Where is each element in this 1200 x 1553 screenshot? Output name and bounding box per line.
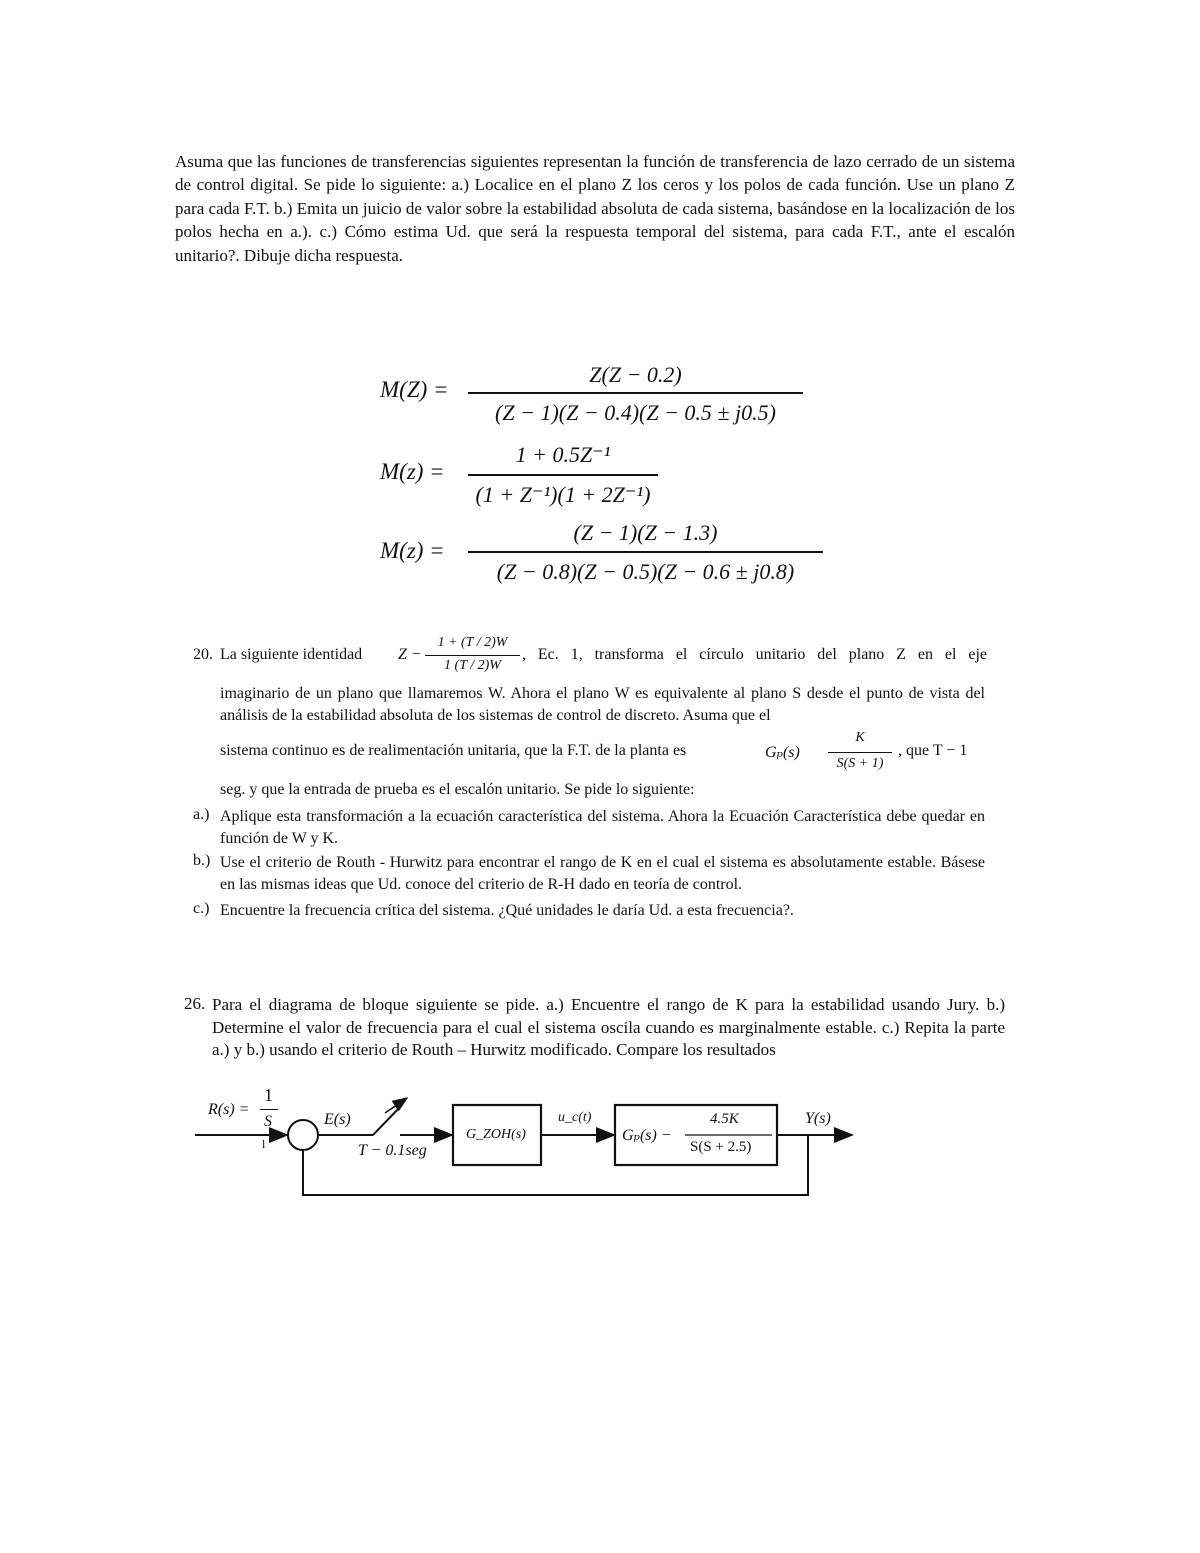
plant-label: Gₚ(s) −: [622, 1127, 672, 1144]
problem-26-text: Para el diagrama de bloque siguiente se pide. a.) Encuentre el rango de K para la estabilidad usando Jury. b.) Determine el valor de frecuencia para el cual el sistema oscila cuando es marginalmente estable. c.) Repita la parte a.) y b.) usando el criterio de Routh – Hurwitz modificado. Compare los resultados: [212, 995, 1005, 1059]
identity-denominator: 1 (T / 2)W: [444, 658, 501, 673]
item-b-label: b.): [193, 852, 211, 869]
item-b-text: Use el criterio de Routh - Hurwitz para encontrar el rango de K en el cual el sistema es absolutamente estable. Básese en las mismas ideas que Ud. conoce del criterio de R-H dado en teoría de control.: [220, 854, 985, 893]
equation-2-denominator: (1 + Z⁻¹)(1 + 2Z⁻¹): [475, 482, 651, 507]
identity-numerator: 1 + (T / 2)W: [437, 635, 508, 650]
input-label: R(s) =: [208, 1101, 250, 1118]
equation-1-lhs: M(Z) =: [380, 377, 449, 402]
input-numerator: 1: [264, 1085, 273, 1105]
item-c-text: Encuentre la frecuencia crítica del sistema. ¿Qué unidades le daría Ud. a esta frecuencia?.: [220, 902, 794, 919]
equation-1-denominator: (Z − 1)(Z − 0.4)(Z − 0.5 ± j0.5): [495, 400, 776, 425]
equation-2: [380, 442, 680, 512]
intro-paragraph: Asuma que las funciones de transferencias siguientes representan la función de transferencia de lazo cerrado de un sistema de control digital. Se pide lo siguiente: a.) Localice en el plano Z los ceros y los polos de cada función. Use un plano Z para cada F.T. b.) Emita un juicio de valor sobre la estabilidad absoluta de cada sistema, basándose en la localización de los polos hecha en a.). c.) Cómo estima Ud. que será la respuesta temporal del sistema, para cada F.T., ante el escalón unitario?. Dibuje dicha respuesta.: [175, 152, 1015, 265]
plant-denominator: S(S + 1): [836, 756, 884, 771]
zoh-label: G_ZOH(s): [466, 1127, 526, 1142]
plant-numerator: K: [855, 730, 865, 745]
identity-fraction-bar: [425, 655, 520, 656]
summing-junction: [288, 1120, 318, 1150]
equation-3: [380, 520, 830, 590]
equation-3-denominator: (Z − 0.8)(Z − 0.5)(Z − 0.6 ± j0.8): [496, 559, 795, 584]
problem-20-lead: La siguiente identidad: [220, 646, 363, 663]
error-label: E(s): [324, 1111, 351, 1128]
input-denominator: S: [264, 1113, 272, 1130]
equation-2-fraction-bar: [468, 474, 658, 476]
equation-3-fraction-bar: [468, 551, 823, 553]
block-diagram-svg: [190, 1085, 870, 1205]
plant-lhs: Gₚ(s): [765, 744, 800, 761]
equation-1-fraction-bar: [468, 392, 803, 394]
equation-3-numerator: (Z − 1)(Z − 1.3): [573, 520, 718, 545]
plant-numerator-label: 4.5K: [710, 1111, 739, 1127]
identity-lhs: Z −: [398, 646, 422, 663]
output-label: Y(s): [805, 1110, 831, 1127]
problem-26-number: 26.: [184, 994, 206, 1013]
problem-20-number: 20.: [193, 646, 213, 663]
plant-fraction-bar: [828, 752, 892, 753]
item-a-label: a.): [193, 806, 210, 823]
equation-1: [380, 362, 810, 432]
block-diagram: [190, 1085, 870, 1205]
problem-20-line3-lead: sistema continuo es de realimentación unitaria, que la F.T. de la planta es: [220, 742, 687, 759]
control-signal-label: u_c(t): [558, 1110, 592, 1125]
sampler-label: T − 0.1seg: [358, 1142, 427, 1159]
item-c-label: c.): [193, 900, 210, 917]
problem-20-line2: imaginario de un plano que llamaremos W. Ahora el plano W es equivalente al plano S desde el punto de vista del análisis de la estabilidad absoluta de los sistemas de control de discreto. Asuma que el: [220, 685, 985, 724]
equation-3-lhs: M(z) =: [380, 538, 445, 563]
input-fraction-bar: [260, 1109, 278, 1110]
problem-20-line3-tail: , que T − 1: [898, 742, 968, 759]
minus-sign: l: [262, 1137, 266, 1151]
item-a-text: Aplique esta transformación a la ecuación característica del sistema. Ahora la Ecuación Característica debe quedar en función de W y K.: [220, 808, 985, 847]
equation-2-lhs: M(z) =: [380, 459, 445, 484]
problem-20-line4: seg. y que la entrada de prueba es el escalón unitario. Se pide lo siguiente:: [220, 781, 695, 798]
sampler-switch: [373, 1105, 402, 1135]
plant-denominator-label: S(S + 2.5): [690, 1139, 752, 1155]
equation-1-numerator: Z(Z − 0.2): [589, 362, 682, 387]
equation-2-numerator: 1 + 0.5Z⁻¹: [515, 442, 611, 467]
problem-20-line1-tail: , Ec. 1, transforma el círculo unitario del plano Z en el eje: [522, 646, 987, 663]
